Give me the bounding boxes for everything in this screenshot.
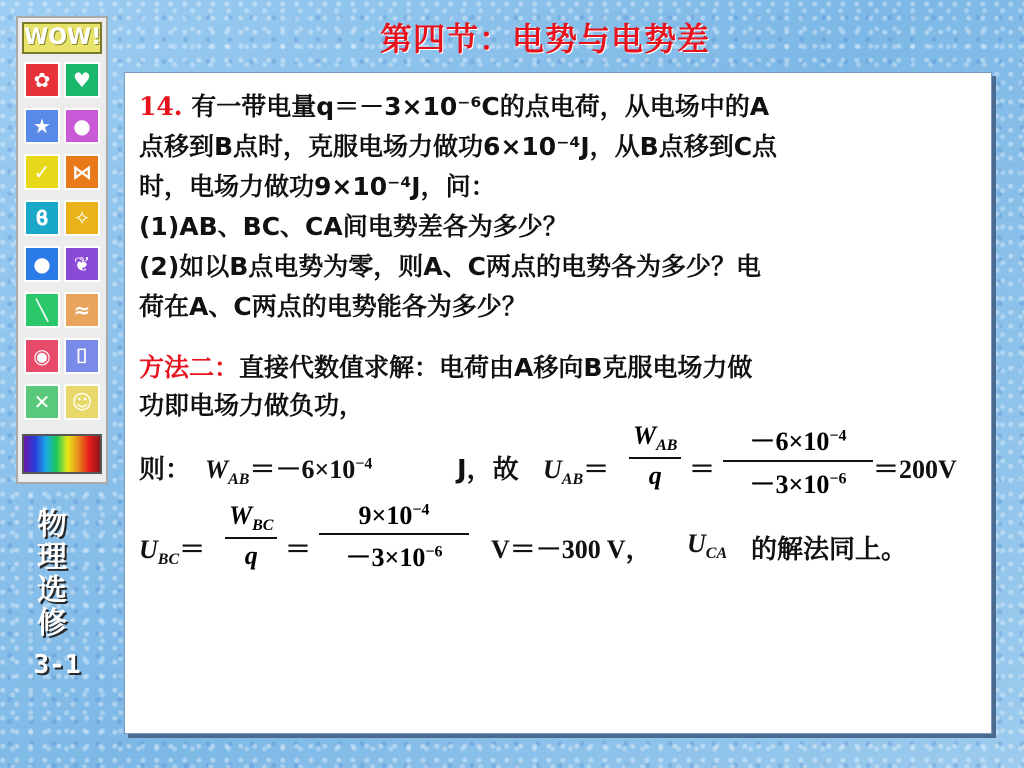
eq1-result: ＝200V (873, 455, 957, 484)
sidebar (16, 16, 108, 484)
eq1-uab: $U_{AB}=$ (543, 455, 610, 489)
problem-line-2: 点移到B点时，克服电场力做功6×10⁻⁴J，从B点移到C点 (139, 132, 778, 161)
eq2-uca: $U_{CA}$ (687, 529, 728, 563)
equation-ubc (139, 497, 989, 587)
slide-title: 第四节：电势与电势差 (379, 20, 710, 58)
eq1-fraction-values: $-6\times 10^{-4}$ $-3\times 10^{-6}$ (723, 421, 873, 501)
problem-text-1: 有一带电量q＝－3×10⁻⁶C的点电荷，从电场中的A (191, 92, 770, 121)
eq1-prefix: 则： (139, 455, 192, 485)
leaf-icon: ❦ (64, 246, 100, 282)
apple-icon: ● (24, 246, 60, 282)
eq1-wab: $W_{AB}=-6\times 10^{-4}$ (205, 455, 373, 489)
rainbow-bar (22, 434, 102, 474)
eq2-tail: 的解法同上。 (751, 535, 908, 565)
fish-icon: ⋈ (64, 154, 100, 190)
eq2-result: V＝－300 V， (491, 535, 652, 564)
flower-icon: ✿ (24, 62, 60, 98)
method-label: 方法二： (139, 353, 240, 382)
eq1-fraction-w-over-q: $W_{AB}$ q (629, 421, 681, 491)
course-label-text: 物理选修 (37, 507, 67, 641)
problem-line-4: (1)AB、BC、CA间电势差各为多少？ (139, 212, 568, 241)
eq2-fraction-values: $9\times 10^{-4}$ $-3\times 10^{-6}$ (319, 501, 469, 574)
course-number: 3-1 (33, 650, 81, 680)
content-panel (124, 72, 992, 734)
balloon-icon: ϐ (24, 200, 60, 236)
wow-logo: WOW! (22, 22, 102, 54)
cup-icon: ⌷ (64, 338, 100, 374)
problem-number: 14. (139, 92, 183, 121)
method-two (139, 349, 985, 425)
eq1-unit: J，故 (457, 455, 519, 485)
eq2-fraction-w-over-q: $W_{BC}$ q (225, 501, 277, 571)
method-text-1: 直接代数值求解：电荷由A移向B克服电场力做 (239, 353, 753, 382)
method-text-2: 功即电场力做负功， (139, 391, 365, 420)
problem-line-6: 荷在A、C两点的电势能各为多少？ (139, 292, 527, 321)
lips-icon: ◉ (24, 338, 60, 374)
problem-line-1 (139, 87, 985, 127)
line-icon: ╲ (24, 292, 60, 328)
problem-statement (139, 87, 985, 327)
smiley-icon: ☺ (64, 384, 100, 420)
check-icon: ✓ (24, 154, 60, 190)
eq2-equals: ＝ (285, 535, 312, 564)
problem-line-5: (2)如以B点电势为零，则A、C两点的电势各为多少？电 (139, 252, 761, 281)
eq2-ubc: $U_{BC}=$ (139, 535, 206, 569)
butterfly-icon: ✧ (64, 200, 100, 236)
course-label (22, 508, 82, 640)
problem-line-3: 时，电场力做功9×10⁻⁴J，问： (139, 172, 496, 201)
circle-icon: ● (64, 108, 100, 144)
scribble-icon: ≈ (64, 292, 100, 328)
star-icon: ★ (24, 108, 60, 144)
eq1-equals: ＝ (689, 455, 716, 484)
heart-icon: ♥ (64, 62, 100, 98)
cross-icon: ✕ (24, 384, 60, 420)
